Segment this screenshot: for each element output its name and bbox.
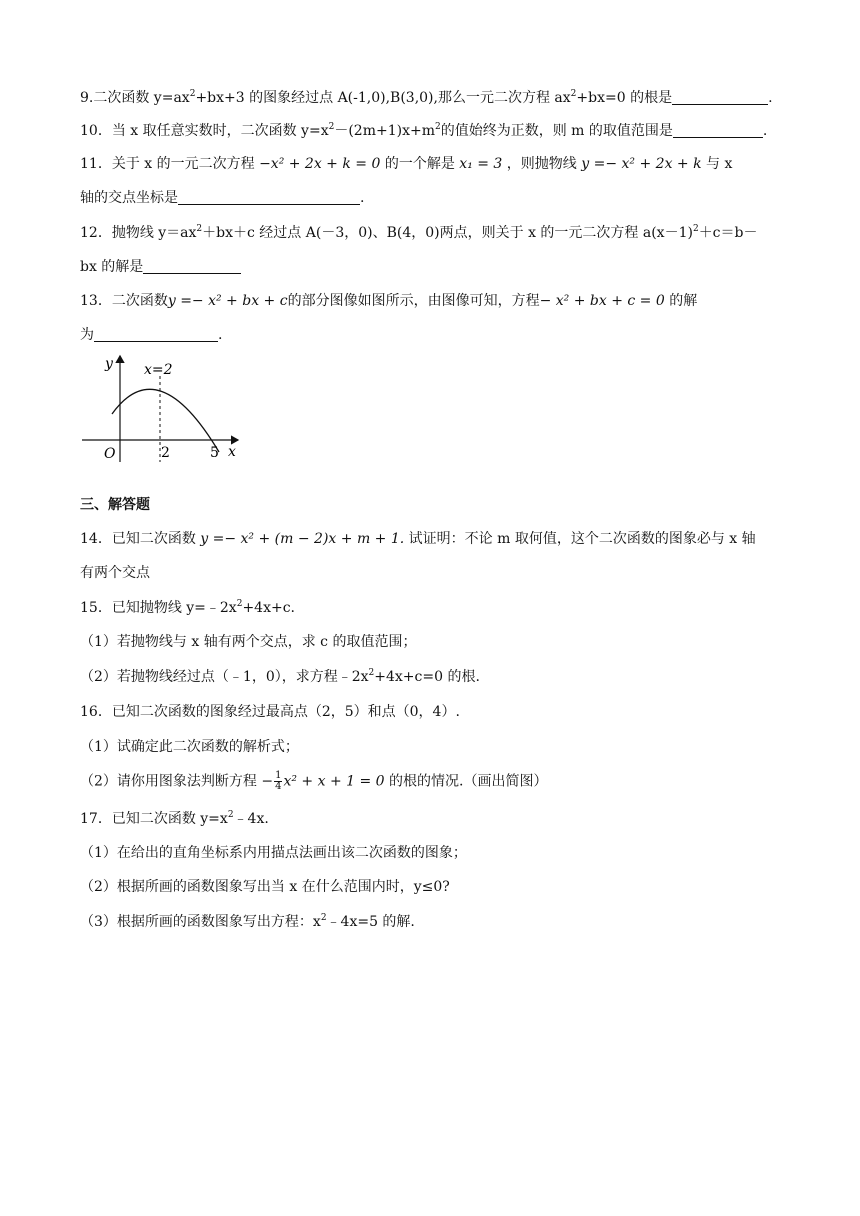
q13-period: . (218, 327, 223, 343)
q9-period: . (768, 90, 773, 106)
q11-period: . (360, 190, 365, 206)
superscript: 2 (227, 810, 234, 820)
y-axis-label: y (105, 356, 113, 372)
q16-minus-sign: − (261, 773, 274, 790)
question-15-part-1: （1）若抛物线与 x 轴有两个交点，求 c 的取值范围； (80, 634, 417, 650)
q13-text-c: 的解 (664, 293, 698, 309)
section-heading: 三、解答题 (80, 497, 150, 513)
q14-text-b: 试证明：不论 m 取何值，这个二次函数的图象必与 x 轴 (404, 531, 756, 547)
q10-answer-blank[interactable] (673, 123, 763, 138)
parabola-curve (112, 389, 219, 452)
q11-answer-blank[interactable] (178, 190, 360, 205)
q14-text-a: 14．已知二次函数 (80, 531, 201, 547)
q9-text-b: +bx+3 的图象经过点 A(-1,0),B(3,0),那么一元二次方程 ax (195, 90, 571, 106)
q17-text-a: 17．已知二次函数 y=x (80, 811, 228, 827)
question-17-part-3 (80, 912, 780, 932)
q14-text-line2: 有两个交点 (80, 565, 150, 581)
q17-text-b: ﹣4x. (233, 811, 269, 827)
superscript: 2 (196, 224, 203, 234)
superscript: 2 (328, 122, 335, 132)
question-13-line-2 (80, 325, 780, 345)
q11-text-a: 11．关于 x 的一元二次方程 (80, 156, 260, 172)
q11-equation: −x² + 2x + k = 0 (259, 156, 381, 172)
superscript: 2 (692, 224, 699, 234)
superscript: 2 (320, 913, 327, 923)
q12-answer-blank[interactable] (143, 259, 241, 274)
q11-text-b: 的一个解是 (380, 156, 460, 172)
q14-function: y =− x² + (m − 2)x + m + 1. (200, 531, 405, 547)
superscript: 2 (236, 599, 243, 609)
q13-function: y =− x² + bx + c (167, 293, 288, 309)
question-17-part-1: （1）在给出的直角坐标系内用描点法画出该二次函数的图象； (80, 845, 467, 861)
q9-text-a: 9.二次函数 y=ax (80, 90, 190, 106)
question-17-part-2: （2）根据所画的函数图象写出当 x 在什么范围内时，y≤0? (80, 879, 450, 895)
question-15 (80, 598, 780, 618)
q15-p2-text-a: （2）若抛物线经过点（﹣1，0），求方程﹣2x (80, 669, 369, 685)
q13-answer-blank[interactable] (94, 327, 218, 342)
q10-text-a: 10．当 x 取任意实数时，二次函数 y=x (80, 123, 329, 139)
q12-text-c: ＋c＝b－ (698, 225, 758, 241)
question-12-line-2 (80, 257, 780, 277)
vertical-line-label: x=2 (144, 362, 173, 378)
question-10 (80, 121, 780, 141)
question-14-line-2 (80, 563, 780, 583)
q16-fraction (274, 771, 282, 792)
question-17 (80, 809, 780, 829)
superscript: 2 (189, 89, 196, 99)
question-9 (80, 88, 780, 108)
question-13 (80, 291, 780, 311)
q11-parabola: y =− x² + 2x + k (581, 156, 702, 172)
q13-text-a: 13．二次函数 (80, 293, 168, 309)
q10-text-b: －(2m+1)x+m (334, 123, 435, 139)
q10-text-c: 的值始终为正数，则 m 的取值范围是 (440, 123, 673, 139)
q11-text-d: 与 x (701, 156, 733, 172)
q13-text-line2: 为 (80, 327, 94, 343)
q12-text-b: ＋bx＋c 经过点 A(－3，0)、B(4，0)两点，则关于 x 的一元二次方程 a(x－1) (202, 225, 693, 241)
superscript: 2 (435, 122, 441, 132)
q13-equation: − x² + bx + c = 0 (539, 293, 665, 309)
q12-text-line2: bx 的解是 (80, 259, 144, 275)
q16-p2-text-a: （2）请你用图象法判断方程 (80, 773, 262, 790)
q17-p3-text-b: ﹣4x=5 的解. (326, 914, 415, 930)
q9-answer-blank[interactable] (672, 90, 768, 105)
q13-text-b: 的部分图像如图所示，由图像可知，方程 (287, 293, 540, 309)
tick-label-2: 2 (161, 445, 170, 461)
x-axis-label: x (228, 444, 236, 460)
question-11 (80, 154, 780, 174)
fraction-denominator: 4 (275, 781, 282, 792)
q9-text-c: +bx=0 的根是 (576, 90, 673, 106)
fraction-numerator: 1 (275, 770, 282, 781)
parabola-graph (80, 352, 250, 464)
question-11-line-2 (80, 188, 780, 208)
q11-text-line2: 轴的交点坐标是 (80, 190, 178, 206)
q17-p3-text-a: （3）根据所画的函数图象写出方程：x (80, 914, 321, 930)
tick-label-5: 5 (210, 445, 219, 461)
question-16-part-1: （1）试确定此二次函数的解析式； (80, 739, 299, 755)
q11-solution: x₁ = 3 (459, 156, 503, 172)
q16-equation: x² + x + 1 = 0 (283, 773, 385, 790)
question-15-part-2 (80, 667, 780, 687)
origin-label: O (104, 446, 116, 462)
q11-text-c: ，则抛物线 (502, 156, 582, 172)
q10-period: . (762, 123, 768, 139)
question-16: 16．已知二次函数的图象经过最高点（2，5）和点（0，4）. (80, 704, 460, 720)
q15-text-b: +4x+c. (242, 600, 296, 616)
q15-text-a: 15．已知抛物线 y=﹣2x (80, 600, 237, 616)
superscript: 2 (570, 89, 577, 99)
q15-p2-text-b: +4x+c=0 的根. (374, 669, 480, 685)
question-16-part-2 (80, 771, 780, 792)
question-12 (80, 223, 780, 243)
q12-text-a: 12．抛物线 y＝ax (80, 225, 197, 241)
q16-p2-text-b: 的根的情况.（画出简图） (384, 773, 548, 790)
question-14 (80, 529, 780, 549)
superscript: 2 (368, 668, 375, 678)
